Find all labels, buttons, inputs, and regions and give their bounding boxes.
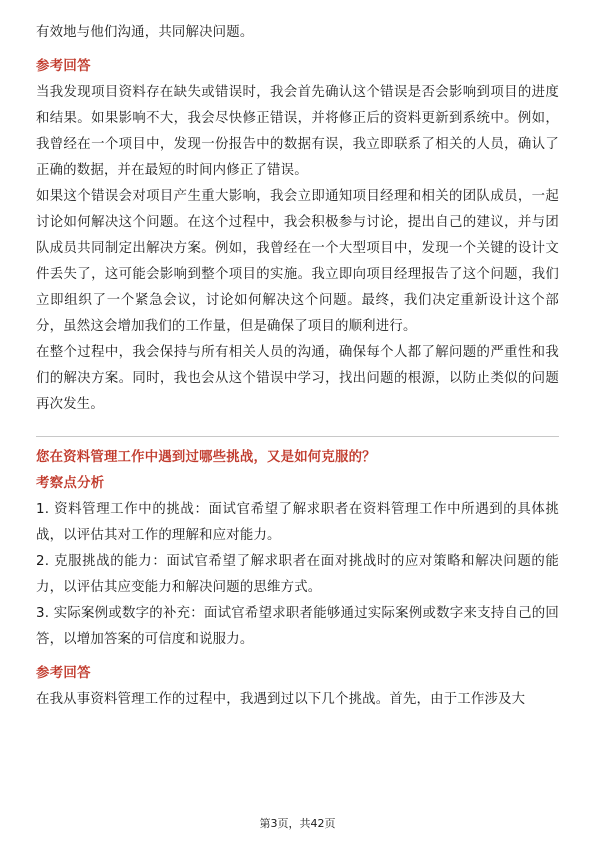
- analysis-point-2: 2. 克服挑战的能力：面试官希望了解求职者在面对挑战时的应对策略和解决问题的能力，以评估其应变能力和解决问题的思维方式。: [36, 554, 559, 595]
- reference-answer-label-2: 参考回答: [36, 666, 91, 681]
- section-divider: [36, 436, 559, 437]
- document-page: [36, 20, 559, 713]
- reference-answer-label: 参考回答: [36, 59, 91, 74]
- analysis-point-3: 3. 实际案例或数字的补充：面试官希望求职者能够通过实际案例或数字来支持自己的回答，以增加答案的可信度和说服力。: [36, 606, 559, 647]
- answer-start-text: 在我从事资料管理工作的过程中，我遇到过以下几个挑战。首先，由于工作涉及大: [36, 692, 526, 707]
- page-number-footer: 第3页，共42页: [259, 817, 336, 830]
- answer-paragraph-2: 如果这个错误会对项目产生重大影响，我会立即通知项目经理和相关的团队成员，一起讨论如何解决这个问题。在这个过程中，我会积极参与讨论，提出自己的建议，并与团队成员共同制定出解决方案。例如，我曾经在一个大型项目中，发现一个关键的设计文件丢失了，这可能会影响到整个项目的实施。我立即向项目经理报告了这个问题，我们立即组织了一个紧急会议，讨论如何解决这个问题。最终，我们决定重新设计这个部分，虽然这会增加我们的工作量，但是确保了项目的顺利进行。: [36, 189, 559, 334]
- analysis-point-1: 1. 资料管理工作中的挑战：面试官希望了解求职者在资料管理工作中所遇到的具体挑战，以评估其对工作的理解和应对能力。: [36, 502, 559, 543]
- answer-paragraph-1: 当我发现项目资料存在缺失或错误时，我会首先确认这个错误是否会影响到项目的进度和结果。如果影响不大，我会尽快修正错误，并将修正后的资料更新到系统中。例如，我曾经在一个项目中，发现一份报告中的数据有误，我立即联系了相关的人员，确认了正确的数据，并在最短的时间内修正了错误。: [36, 85, 559, 178]
- answer-paragraph-3: 在整个过程中，我会保持与所有相关人员的沟通，确保每个人都了解问题的严重性和我们的解决方案。同时，我也会从这个错误中学习，找出问题的根源，以防止类似的问题再次发生。: [36, 345, 559, 412]
- analysis-label: 考察点分析: [36, 476, 105, 491]
- intro-tail-text: 有效地与他们沟通，共同解决问题。: [36, 25, 254, 40]
- question-title: 您在资料管理工作中遇到过哪些挑战，又是如何克服的？: [36, 450, 376, 465]
